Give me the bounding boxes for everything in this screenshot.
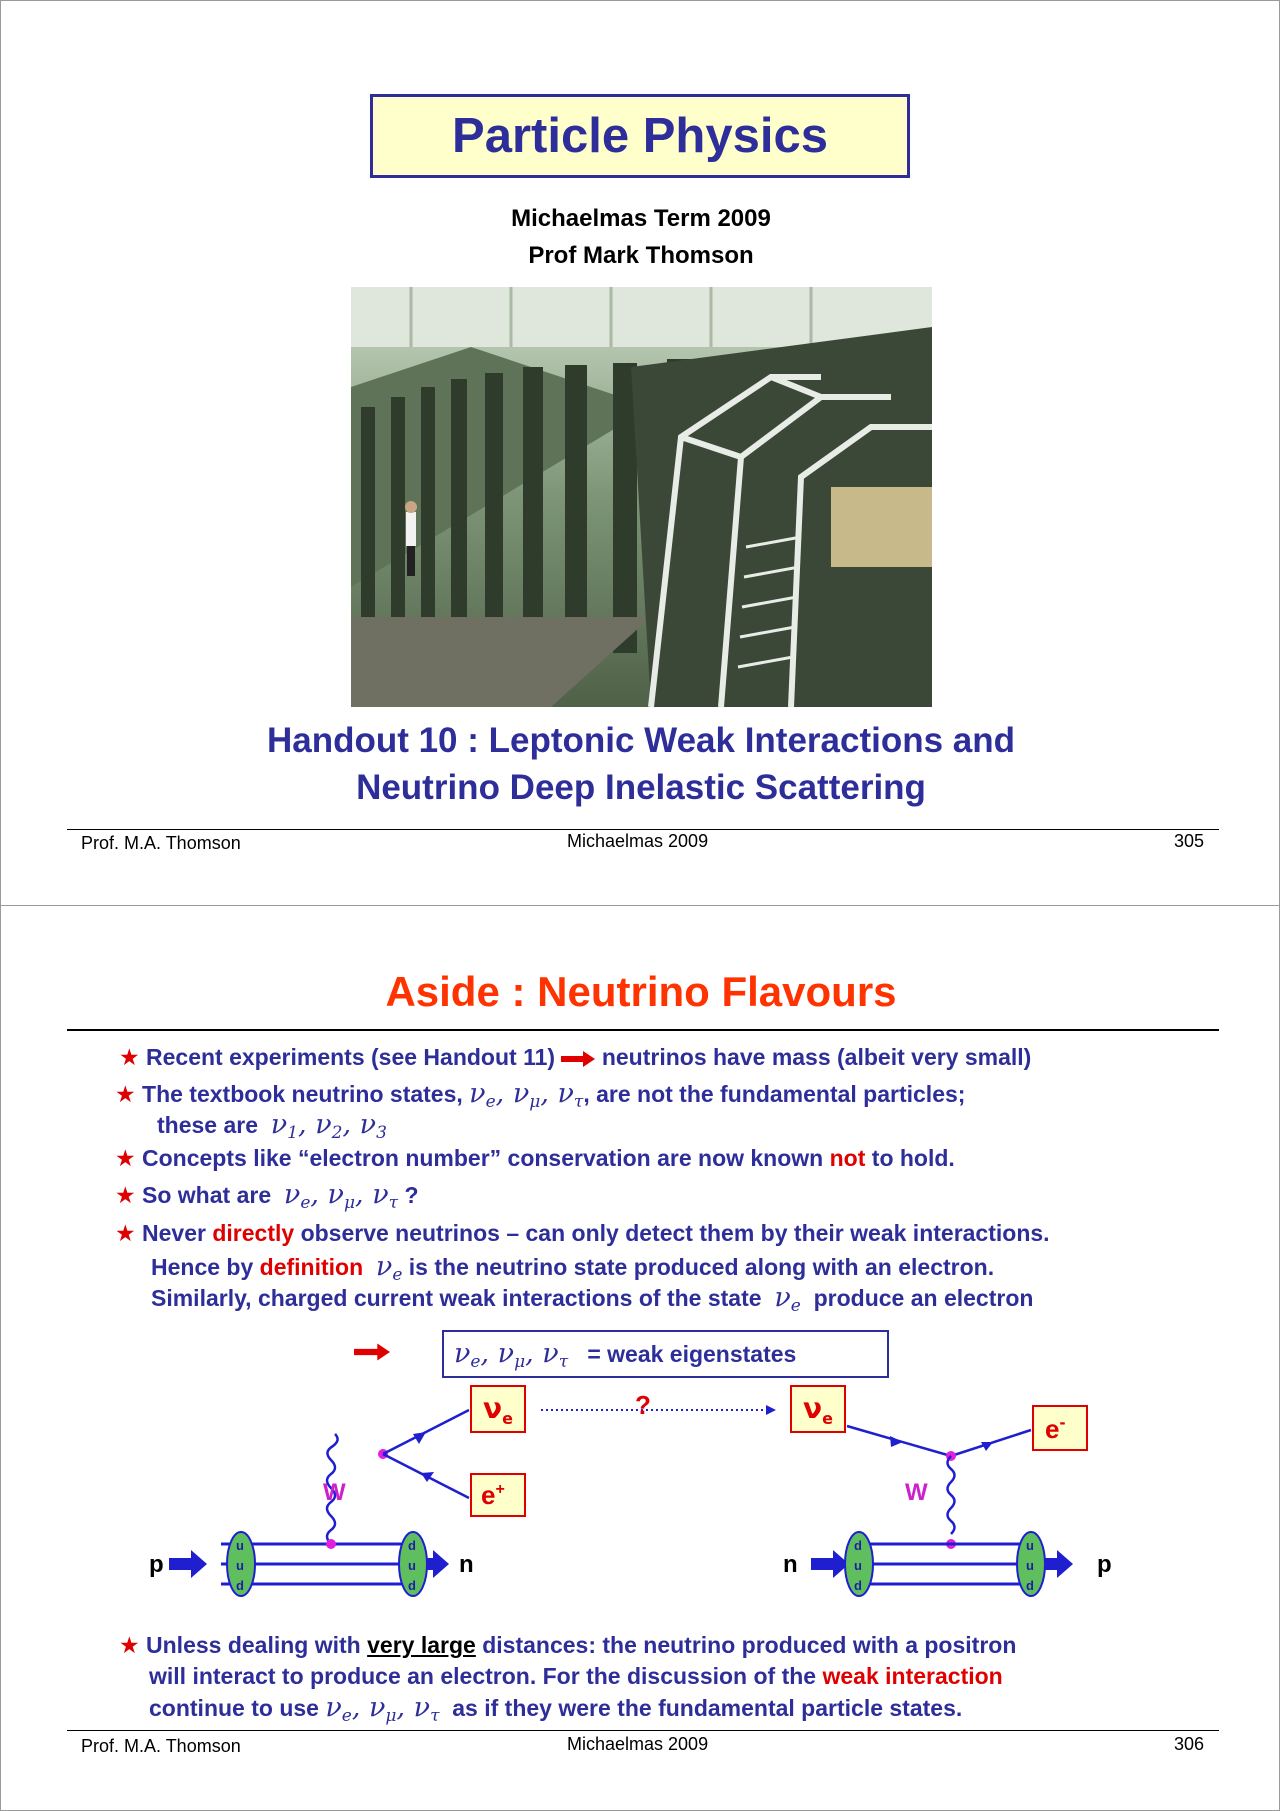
right-arrow-icon bbox=[354, 1343, 390, 1361]
handout-title-line2: Neutrino Deep Inelastic Scattering bbox=[356, 768, 926, 807]
label-n: n bbox=[459, 1551, 474, 1578]
bullet-5-text-b: observe neutrinos – can only detect them by their weak interactions. bbox=[300, 1220, 1050, 1246]
bullet-1 bbox=[119, 1044, 1031, 1071]
footer-term: Michaelmas 2009 bbox=[567, 831, 709, 851]
bullet-2-cont bbox=[157, 1109, 387, 1143]
quark-d: d bbox=[854, 1538, 862, 1553]
star-icon: ★ bbox=[115, 1145, 136, 1171]
label-w: W bbox=[323, 1479, 346, 1506]
bullet-5-text-f: produce an electron bbox=[813, 1285, 1034, 1311]
bullet-5-text-d: is the neutrino state produced along with an electron. bbox=[408, 1254, 995, 1280]
label-p: p bbox=[1097, 1551, 1112, 1578]
positron-label: e+ bbox=[481, 1480, 505, 1510]
footer-author: Prof. M.A. Thomson bbox=[81, 1736, 241, 1756]
label-w: W bbox=[905, 1479, 928, 1506]
title-rule bbox=[67, 1029, 1219, 1031]
weak-states-math: $\nu_e$, $\nu_\mu$, $\nu_\tau$ bbox=[325, 1692, 440, 1726]
mass-states-math: $\nu_1$, $\nu_2$, $\nu_3$ bbox=[270, 1109, 387, 1143]
bullet-5-text-a: Never bbox=[142, 1220, 206, 1246]
bullet-5 bbox=[115, 1220, 1050, 1247]
footer-term: Michaelmas 2009 bbox=[567, 1734, 709, 1754]
bullet-6-line2 bbox=[149, 1663, 1003, 1690]
nu-e-math: $\nu_e$ bbox=[375, 1251, 403, 1285]
nu-e-label: $\nu_e$ bbox=[803, 1392, 833, 1428]
bullet-5-line3 bbox=[151, 1282, 1033, 1316]
nu-e-math: $\nu_e$ bbox=[774, 1282, 801, 1316]
page-number: 306 bbox=[1174, 1734, 1205, 1754]
quark-u: u bbox=[854, 1558, 862, 1573]
star-icon: ★ bbox=[115, 1220, 136, 1246]
eigenstates-label: = weak eigenstates bbox=[587, 1341, 797, 1367]
bullet-6-text-d: continue to use bbox=[149, 1695, 319, 1721]
detector-photo bbox=[351, 287, 932, 707]
incoming-arrow-icon bbox=[169, 1550, 207, 1578]
right-arrow-icon bbox=[561, 1051, 595, 1067]
bullet-5-line2 bbox=[151, 1251, 994, 1285]
bullet-6-text-c: will interact to produce an electron. For the discussion of the bbox=[149, 1663, 817, 1689]
bullet-5-text-e: Similarly, charged current weak interactions of the state bbox=[151, 1285, 762, 1311]
bullet-3-not: not bbox=[829, 1145, 866, 1171]
quark-d: d bbox=[854, 1578, 862, 1593]
handout-title-line1: Handout 10 : Leptonic Weak Interactions and bbox=[266, 721, 1016, 760]
slide-305 bbox=[0, 0, 1280, 906]
electron-label: e- bbox=[1045, 1412, 1066, 1444]
bullet-1-text-b: neutrinos have mass (albeit very small) bbox=[601, 1044, 1032, 1070]
bullet-4 bbox=[115, 1179, 419, 1213]
quark-d: d bbox=[236, 1578, 244, 1593]
weak-eigenstates-box bbox=[442, 1330, 889, 1378]
bullet-2-text-c: these are bbox=[157, 1112, 259, 1138]
bullet-2-text-a: The textbook neutrino states, bbox=[142, 1081, 463, 1107]
left-diagram bbox=[149, 1386, 525, 1596]
bullet-2 bbox=[115, 1078, 965, 1112]
title-box bbox=[370, 94, 910, 178]
quark-u: u bbox=[236, 1538, 244, 1553]
star-icon: ★ bbox=[119, 1044, 140, 1070]
bullet-6-line3 bbox=[149, 1692, 962, 1726]
eigenstates-text bbox=[454, 1338, 796, 1372]
outgoing-arrow-icon bbox=[1043, 1550, 1073, 1578]
quark-u: u bbox=[236, 1558, 244, 1573]
footer-author: Prof. M.A. Thomson bbox=[81, 833, 241, 853]
right-diagram bbox=[783, 1386, 1112, 1596]
bullet-3 bbox=[115, 1145, 955, 1172]
quark-u: u bbox=[408, 1558, 416, 1573]
bullet-4-text-a: So what are bbox=[142, 1182, 272, 1208]
w-boson-line bbox=[948, 1456, 955, 1534]
footer-rule bbox=[67, 1730, 1219, 1731]
weak-states-math: $\nu_e$, $\nu_\mu$, $\nu_\tau$ bbox=[469, 1078, 584, 1112]
feynman-diagrams bbox=[151, 1386, 1151, 1616]
bullet-6 bbox=[119, 1632, 1016, 1659]
page-number: 305 bbox=[1174, 831, 1205, 851]
nu-e-label: $\nu_e$ bbox=[483, 1392, 513, 1428]
quark-d: d bbox=[408, 1538, 416, 1553]
weak-states-math: $\nu_e$, $\nu_\mu$, $\nu_\tau$ bbox=[454, 1338, 569, 1372]
bullet-4-text-b: ? bbox=[404, 1182, 419, 1208]
bullet-3-text-a: Concepts like “electron number” conservation are now known bbox=[142, 1145, 824, 1171]
incoming-arrow-icon bbox=[811, 1550, 849, 1578]
weak-states-math: $\nu_e$, $\nu_\mu$, $\nu_\tau$ bbox=[283, 1179, 399, 1213]
bullet-5-text-c: Hence by bbox=[151, 1254, 254, 1280]
star-icon: ★ bbox=[115, 1182, 136, 1208]
bullet-2-text-b: , are not the fundamental particles; bbox=[583, 1081, 966, 1107]
bullet-6-text-e: as if they were the fundamental particle states. bbox=[452, 1695, 963, 1721]
page-title: Particle Physics bbox=[452, 109, 828, 163]
footer-rule bbox=[67, 829, 1219, 830]
bullet-6-very-large: very large bbox=[367, 1632, 476, 1658]
quark-d: d bbox=[1026, 1578, 1034, 1593]
quark-u: u bbox=[1026, 1538, 1034, 1553]
bullet-6-text-a: Unless dealing with bbox=[146, 1632, 361, 1658]
quark-d: d bbox=[408, 1578, 416, 1593]
bullet-5-directly: directly bbox=[212, 1220, 295, 1246]
bullet-5-definition: definition bbox=[259, 1254, 364, 1280]
slide-title: Aside : Neutrino Flavours bbox=[385, 968, 897, 1015]
question-mark: ? bbox=[635, 1390, 651, 1420]
quark-u: u bbox=[1026, 1558, 1034, 1573]
term-line: Michaelmas Term 2009 bbox=[511, 205, 771, 232]
label-n: n bbox=[783, 1551, 798, 1578]
bullet-1-text-a: Recent experiments (see Handout 11) bbox=[146, 1044, 556, 1070]
star-icon: ★ bbox=[119, 1632, 140, 1658]
bullet-3-text-b: to hold. bbox=[871, 1145, 955, 1171]
label-p: p bbox=[149, 1551, 164, 1578]
star-icon: ★ bbox=[115, 1081, 136, 1107]
author-line: Prof Mark Thomson bbox=[528, 242, 754, 269]
slide-306 bbox=[0, 905, 1280, 1811]
bullet-6-text-b: distances: the neutrino produced with a positron bbox=[482, 1632, 1017, 1658]
bullet-6-weak: weak interaction bbox=[822, 1663, 1003, 1689]
